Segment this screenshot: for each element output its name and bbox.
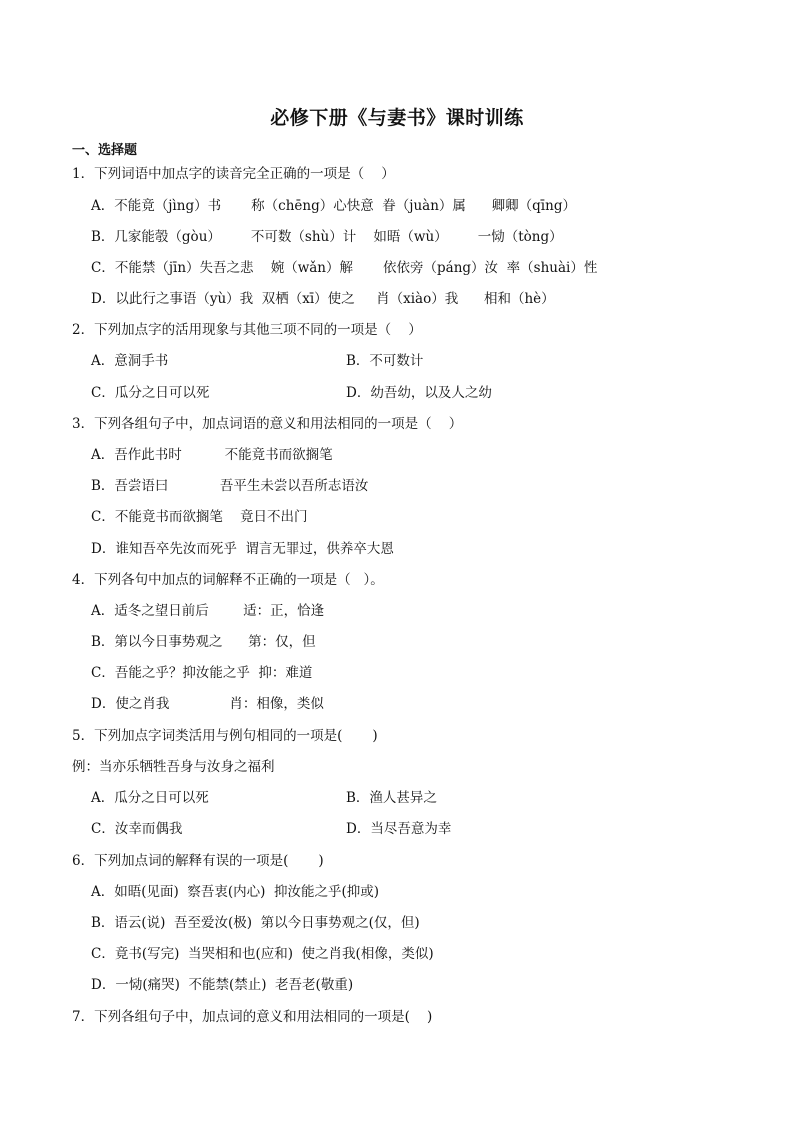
question-3-option-a: A．吾作此书时 不能竟书而欲搁笔 (91, 447, 333, 463)
question-4-option-d: D．使之肖我 肖：相像，类似 (91, 696, 324, 712)
question-1-option-b: B．几家能彀（gòu） 不可数（shù）计 如晤（wù） 一恸（tòng） (91, 229, 563, 245)
question-6-stem: 6．下列加点词的解释有误的一项是( ) (72, 853, 324, 869)
question-5-option-b: B．渔人甚异之 (346, 790, 437, 806)
question-2-option-a: A．意洞手书 (91, 353, 169, 369)
page-title: 必修下册《与妻书》课时训练 (270, 107, 524, 129)
question-3-option-c: C．不能竟书而欲搁笔 竟日不出门 (91, 509, 308, 525)
question-6-option-c: C．竟书(写完) 当哭相和也(应和) 使之肖我(相像，类似) (91, 946, 434, 962)
question-6-option-b: B．语云(说) 吾至爱汝(极) 第以今日事势观之(仅，但) (91, 915, 420, 931)
question-2-stem: 2．下列加点字的活用现象与其他三项不同的一项是（ ） (72, 322, 422, 338)
question-1-stem: 1．下列词语中加点字的读音完全正确的一项是（ ） (72, 166, 395, 182)
question-3-option-d: D．谁知吾卒先汝而死乎 谓言无罪过，供养卒大恩 (91, 541, 394, 557)
question-6-option-a: A．如晤(见面) 察吾衷(内心) 抑汝能之乎(抑或) (91, 884, 380, 900)
question-3-option-b: B．吾尝语曰 吾平生未尝以吾所志语汝 (91, 478, 369, 494)
question-4-stem: 4．下列各句中加点的词解释不正确的一项是（ ）。 (72, 572, 384, 588)
question-5-option-c: C．汝幸而偶我 (91, 821, 183, 837)
question-7-stem: 7．下列各组句子中，加点词的意义和用法相同的一项是( ) (72, 1009, 433, 1025)
question-2-option-c: C．瓜分之日可以死 (91, 385, 210, 401)
question-5-example: 例：当亦乐牺牲吾身与汝身之福利 (72, 759, 275, 775)
question-4-option-b: B．第以今日事势观之 第：仅，但 (91, 634, 316, 650)
question-4-option-a: A．适冬之望日前后 适：正，恰逢 (91, 603, 325, 619)
question-5-stem: 5．下列加点字词类活用与例句相同的一项是( ) (72, 728, 378, 744)
question-1-option-d: D．以此行之事语（yù）我 双栖（xī）使之 肖（xiào）我 相和（hè） (91, 291, 555, 307)
section-heading: 一、选择题 (72, 143, 138, 158)
question-3-stem: 3．下列各组句子中，加点词语的意义和用法相同的一项是（ ） (72, 416, 463, 432)
question-1-option-c: C．不能禁（jīn）失吾之悲 婉（wǎn）解 依依旁（páng）汝 率（shuài）性 (91, 260, 598, 276)
question-4-option-c: C．吾能之乎？抑汝能之乎 抑：难道 (91, 665, 313, 681)
question-1-option-a: A．不能竟（jìng）书 称（chēng）心快意 眷（juàn）属 卿卿（qīng） (91, 198, 576, 214)
question-2-option-d: D．幼吾幼，以及人之幼 (346, 385, 492, 401)
question-2-option-b: B．不可数计 (346, 353, 424, 369)
question-5-option-a: A．瓜分之日可以死 (91, 790, 209, 806)
question-5-option-d: D．当尽吾意为幸 (346, 821, 452, 837)
question-6-option-d: D．一恸(痛哭) 不能禁(禁止) 老吾老(敬重) (91, 977, 354, 993)
